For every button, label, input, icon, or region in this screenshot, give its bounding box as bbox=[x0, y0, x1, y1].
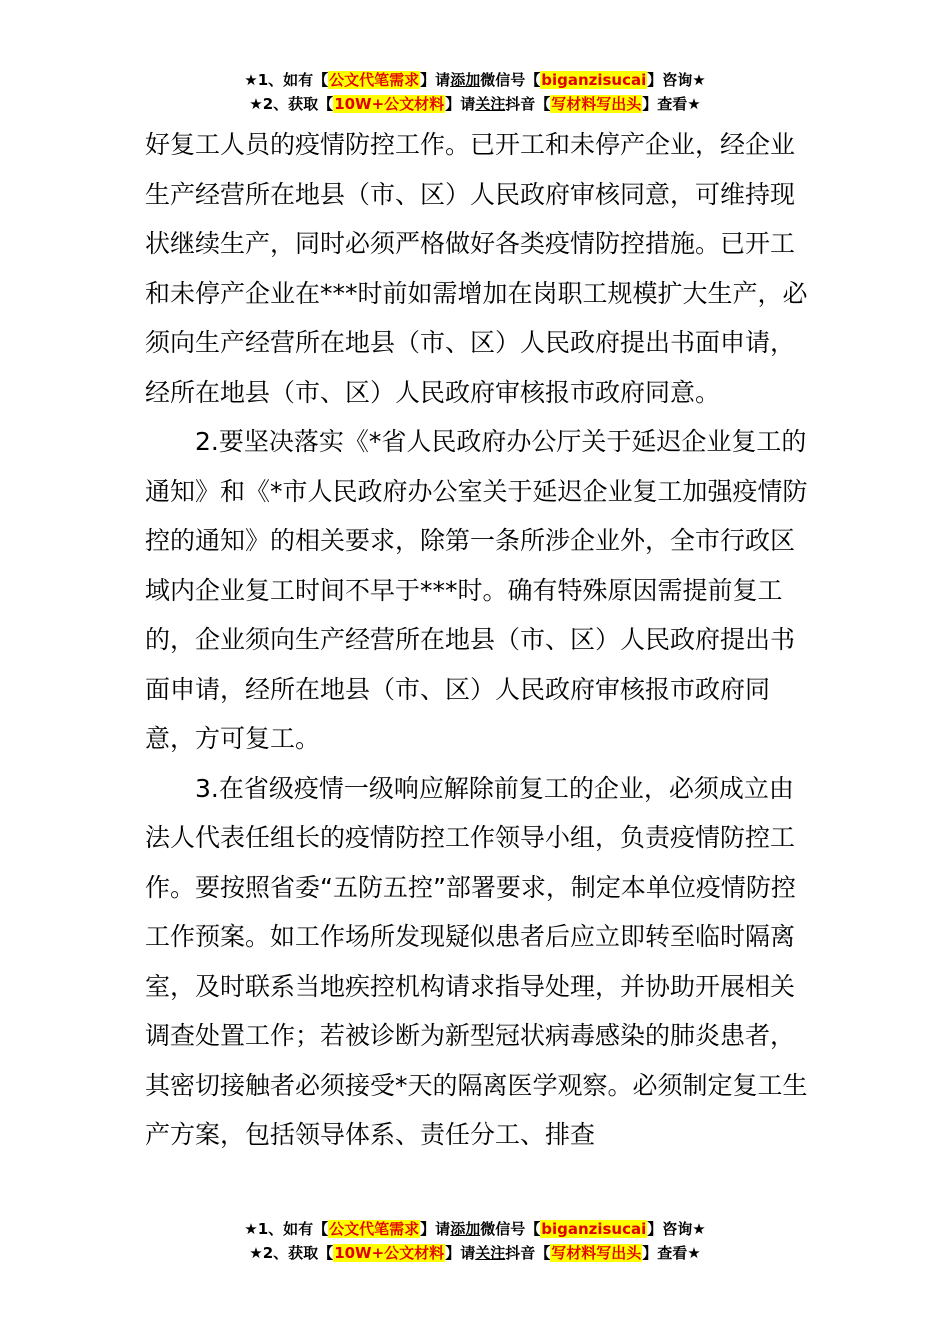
banner-highlight: 公文代笔需求 bbox=[329, 71, 420, 89]
banner-highlight: 10W+公文材料 bbox=[334, 1244, 445, 1262]
header-banner bbox=[0, 68, 950, 116]
banner-highlight: 10W+公文材料 bbox=[334, 95, 445, 113]
banner-highlight: biganzisucai bbox=[541, 1220, 647, 1238]
banner-highlight: 写材料写出头 bbox=[551, 1244, 642, 1262]
document-body bbox=[145, 120, 810, 1160]
banner-line-2: ★2、获取【10W+公文材料】请关注抖音【写材料写出头】查看★ bbox=[249, 95, 701, 113]
banner-highlight: 写材料写出头 bbox=[551, 95, 642, 113]
paragraph-item-3: 3.在省级疫情一级响应解除前复工的企业，必须成立由法人代表任组长的疫情防控工作领导小组，负责疫情防控工作。要按照省委“五防五控”部署要求，制定本单位疫情防控工作预案。如工作场所发现疑似患者后应立即转至临时隔离室，及时联系当地疾控机构请求指导处理，并协助开展相关调查处置工作；若被诊断为新型冠状病毒感染的肺炎患者，其密切接触者必须接受*天的隔离医学观察。必须制定复工生产方案，包括领导体系、责任分工、排查 bbox=[145, 773, 808, 1149]
footer-banner bbox=[0, 1217, 950, 1265]
banner-line-2: ★2、获取【10W+公文材料】请关注抖音【写材料写出头】查看★ bbox=[249, 1244, 701, 1262]
banner-highlight: 公文代笔需求 bbox=[329, 1220, 420, 1238]
banner-line-1: ★1、如有【公文代笔需求】请添加微信号【biganzisucai】咨询★ bbox=[244, 71, 706, 89]
paragraph-continuation: 好复工人员的疫情防控工作。已开工和未停产企业，经企业生产经营所在地县（市、区）人民政府审核同意，可维持现状继续生产，同时必须严格做好各类疫情防控措施。已开工和未停产企业在***时前如需增加在岗职工规模扩大生产，必须向生产经营所在地县（市、区）人民政府提出书面申请，经所在地县（市、区）人民政府审核报市政府同意。 bbox=[145, 130, 808, 407]
paragraph-item-2: 2.要坚决落实《*省人民政府办公厅关于延迟企业复工的通知》和《*市人民政府办公室关于延迟企业复工加强疫情防控的通知》的相关要求，除第一条所涉企业外，全市行政区域内企业复工时间不早于***时。确有特殊原因需提前复工的，企业须向生产经营所在地县（市、区）人民政府提出书面申请，经所在地县（市、区）人民政府审核报市政府同意，方可复工。 bbox=[145, 427, 808, 753]
banner-line-1: ★1、如有【公文代笔需求】请添加微信号【biganzisucai】咨询★ bbox=[244, 1220, 706, 1238]
banner-highlight: biganzisucai bbox=[541, 71, 647, 89]
